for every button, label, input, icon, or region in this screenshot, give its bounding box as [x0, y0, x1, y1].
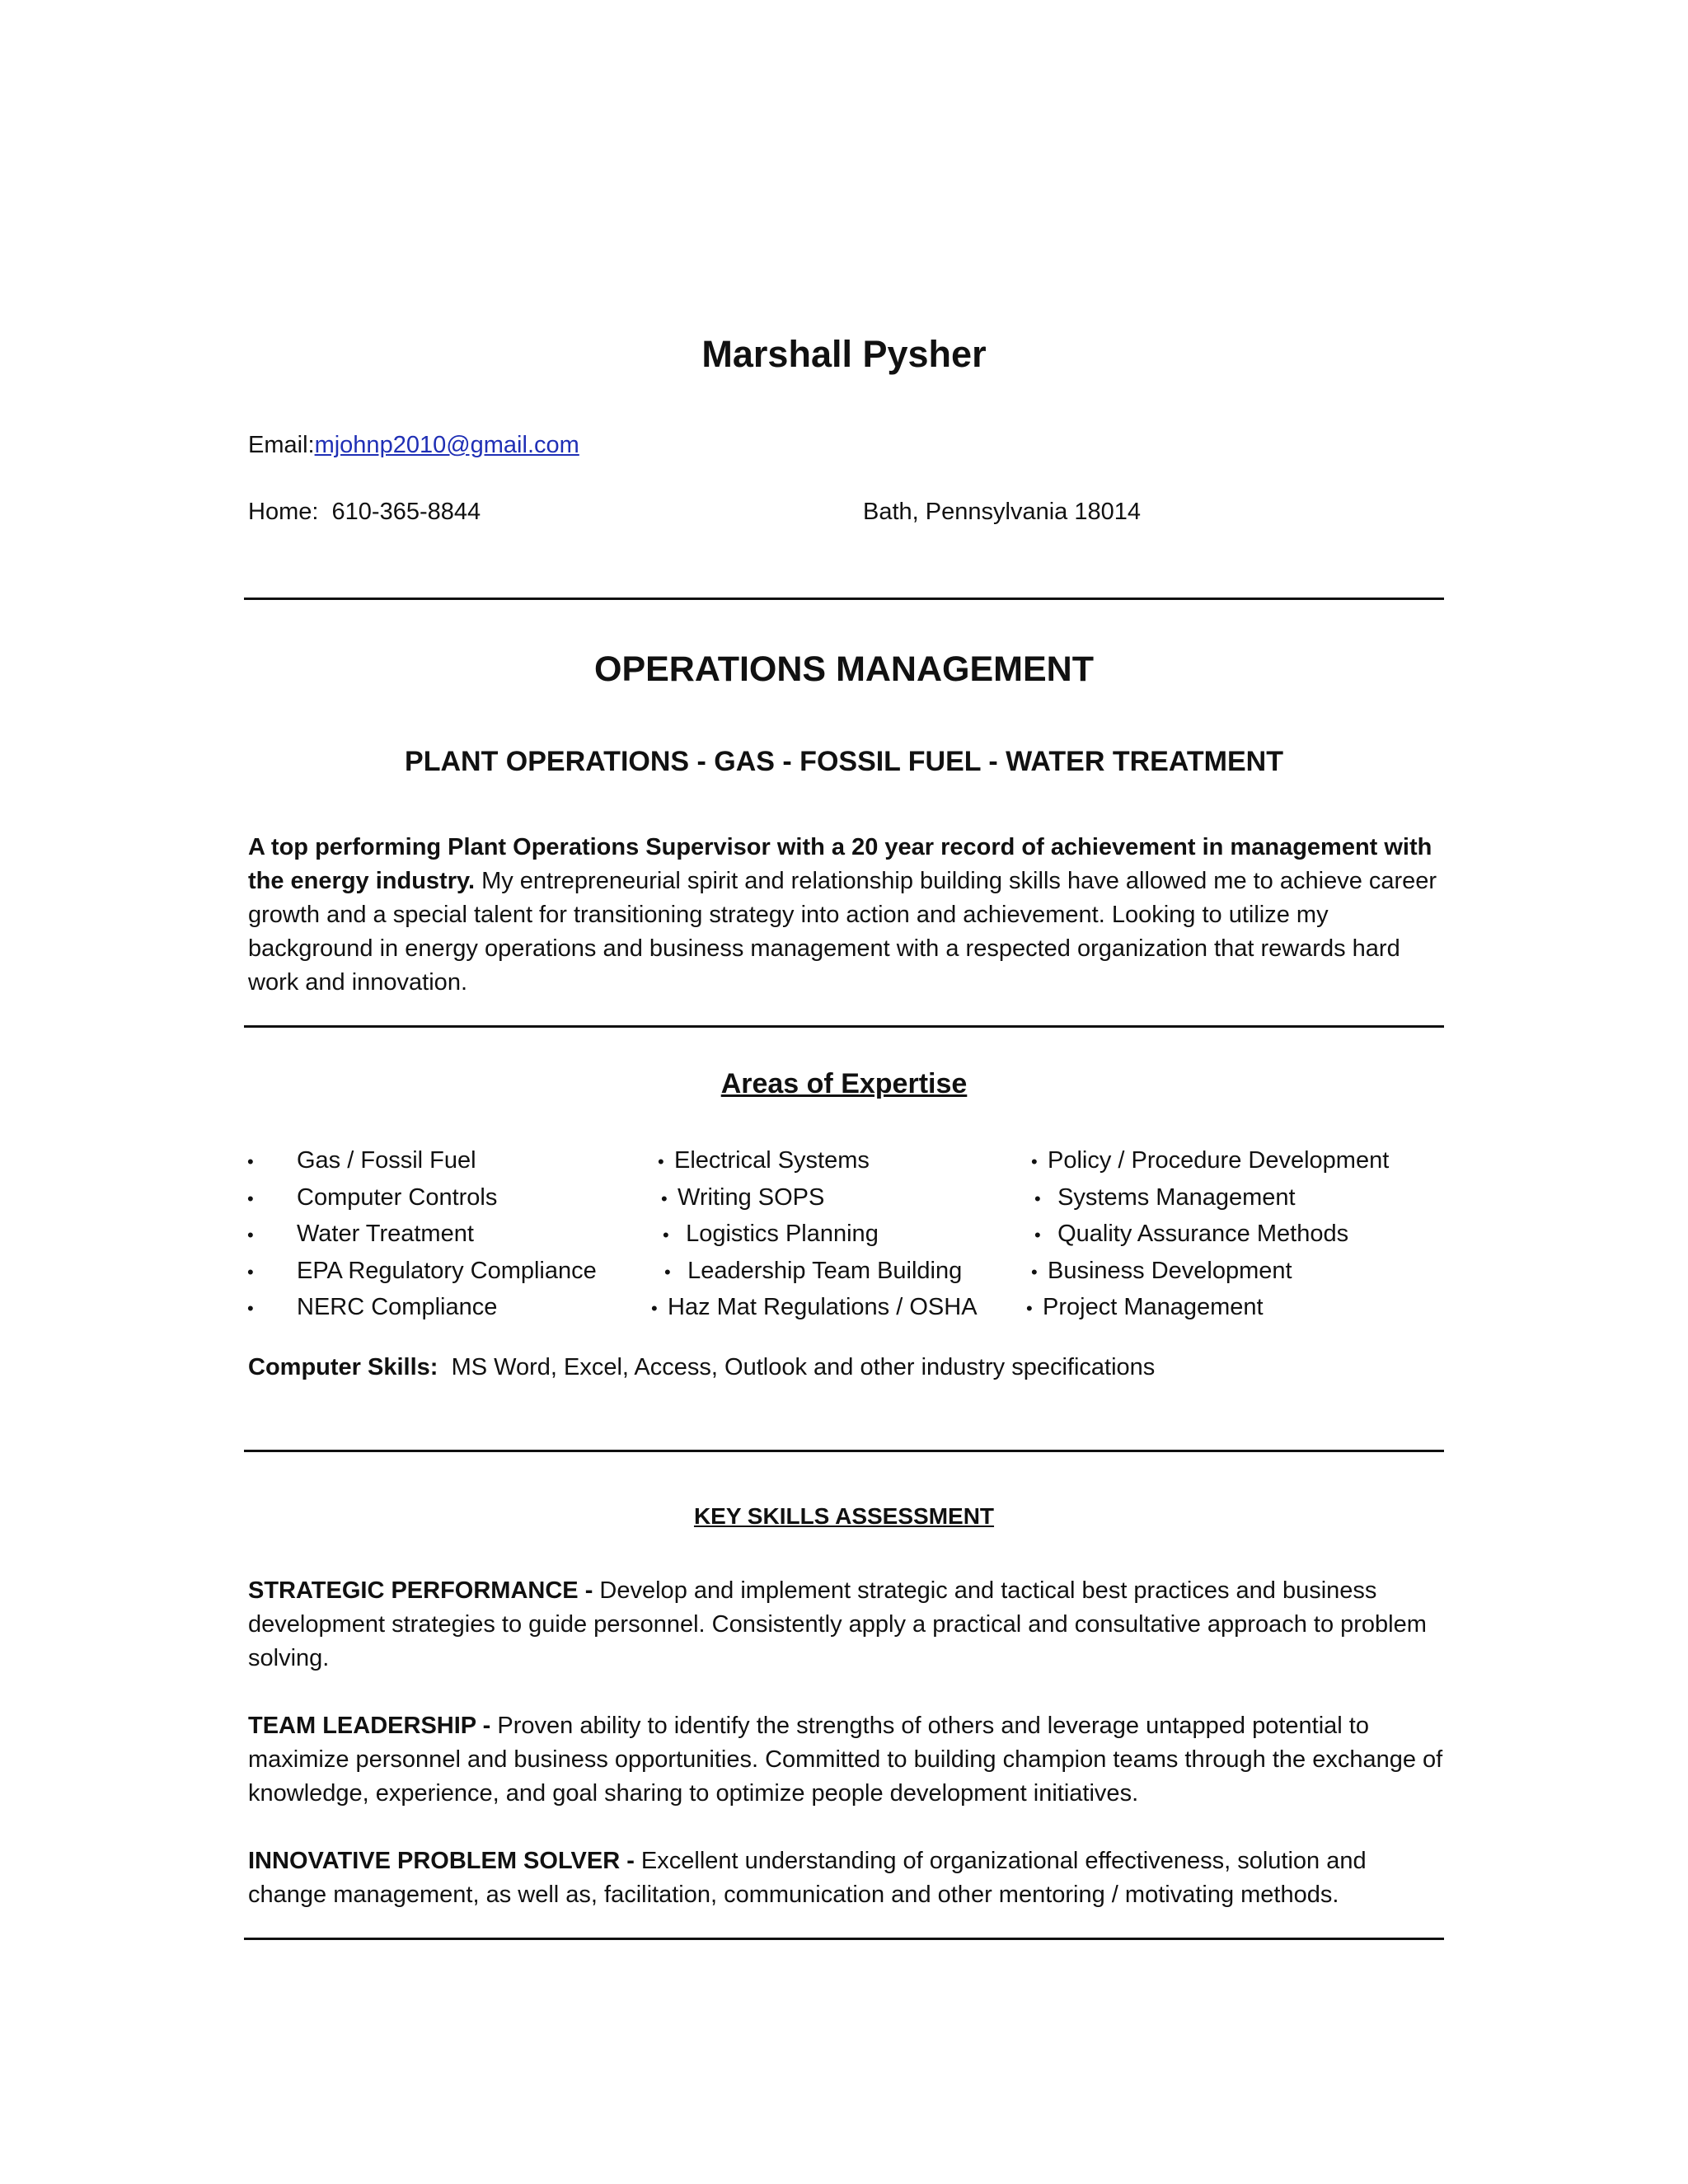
bullet-icon: • [651, 1298, 658, 1319]
list-item: • Business Development [1031, 1254, 1389, 1291]
expertise-column-2 [651, 1143, 978, 1327]
list-item: • Project Management [1026, 1290, 1389, 1327]
list-item: • Leadership Team Building [658, 1254, 978, 1291]
headline-title: OPERATIONS MANAGEMENT [594, 649, 1094, 689]
list-item: • Computer Controls [247, 1180, 597, 1217]
bullet-icon: • [247, 1151, 254, 1172]
list-item: • EPA Regulatory Compliance [247, 1254, 597, 1291]
list-item: • Systems Management [1031, 1180, 1389, 1217]
divider-1 [244, 598, 1444, 600]
phone-line [248, 497, 481, 527]
list-item: • Gas / Fossil Fuel [247, 1143, 597, 1180]
divider-2 [244, 1025, 1444, 1028]
summary-bold: A top performing Plant Operations Supervisor with a 20 year record of achievement in management with the energy industry. [248, 834, 1432, 894]
computer-skills-text: MS Word, Excel, Access, Outlook and other industry specifications [451, 1354, 1156, 1380]
list-item: • Writing SOPS [658, 1180, 978, 1217]
bullet-icon: • [1034, 1225, 1041, 1245]
list-item: • Policy / Procedure Development [1031, 1143, 1389, 1180]
bullet-icon: • [664, 1261, 671, 1282]
list-item: • Quality Assurance Methods [1031, 1216, 1389, 1254]
divider-3 [244, 1450, 1444, 1452]
expertise-column-1 [247, 1143, 597, 1327]
computer-skills-label: Computer Skills: [248, 1354, 438, 1380]
skill-label: INNOVATIVE PROBLEM SOLVER - [248, 1848, 635, 1874]
bullet-icon: • [1031, 1151, 1038, 1172]
phone-number: 610-365-8844 [331, 499, 481, 525]
location: Bath, Pennsylvania 18014 [863, 499, 1141, 525]
skill-innovative-problem-solver [248, 1844, 1443, 1912]
bullet-icon: • [247, 1261, 254, 1282]
bullet-icon: • [247, 1225, 254, 1245]
email-link[interactable]: mjohnp2010@gmail.com [314, 432, 579, 458]
skill-strategic-performance [248, 1574, 1443, 1675]
bullet-icon: • [1026, 1298, 1033, 1319]
skill-text: Develop and implement strategic and tactical best practices and business development strategies to guide personnel. Consistently apply a practical and consultative approach to problem solving. [248, 1577, 1427, 1671]
headline-subtitle: PLANT OPERATIONS - GAS - FOSSIL FUEL - WATER TREATMENT [405, 746, 1283, 777]
bullet-icon: • [1034, 1188, 1041, 1209]
candidate-name: Marshall Pysher [701, 333, 987, 375]
skill-label: TEAM LEADERSHIP - [248, 1713, 491, 1739]
summary-paragraph [248, 831, 1443, 1000]
email-line [248, 430, 579, 460]
skill-label: STRATEGIC PERFORMANCE - [248, 1577, 593, 1604]
summary-text: My entrepreneurial spirit and relationship building skills have allowed me to achieve career growth and a special talent for transitioning strategy into action and achievement. Looking to utilize my background in energy operations and business management with a respected organization that rewards hard work and innovation. [248, 868, 1437, 996]
home-label: Home: [248, 499, 319, 525]
bullet-icon: • [247, 1188, 254, 1209]
email-label: Email: [248, 432, 315, 458]
bullet-icon: • [663, 1225, 669, 1245]
bullet-icon: • [661, 1188, 668, 1209]
list-item: • Haz Mat Regulations / OSHA [651, 1290, 978, 1327]
key-skills-title: KEY SKILLS ASSESSMENT [693, 1503, 995, 1529]
bullet-icon: • [247, 1298, 254, 1319]
expertise-column-3 [1026, 1143, 1390, 1327]
bullet-icon: • [658, 1151, 664, 1172]
list-item: • NERC Compliance [247, 1290, 597, 1327]
skill-team-leadership [248, 1709, 1443, 1811]
list-item: • Water Treatment [247, 1216, 597, 1254]
skill-text: Proven ability to identify the strengths of others and leverage untapped potential to maximize personnel and business opportunities. Committed to building champion teams through the exchange of knowledge, experience, and goal sharing to optimize people development initiatives. [248, 1713, 1443, 1807]
expertise-title: Areas of Expertise [720, 1068, 968, 1099]
list-item: • Logistics Planning [658, 1216, 978, 1254]
skill-text: Excellent understanding of organizational effectiveness, solution and change management, as well as, facilitation, communication and other mentoring / motivating methods. [248, 1848, 1367, 1908]
bullet-icon: • [1031, 1261, 1038, 1282]
computer-skills [248, 1354, 1155, 1381]
list-item: • Electrical Systems [658, 1143, 978, 1180]
divider-4 [244, 1938, 1444, 1940]
